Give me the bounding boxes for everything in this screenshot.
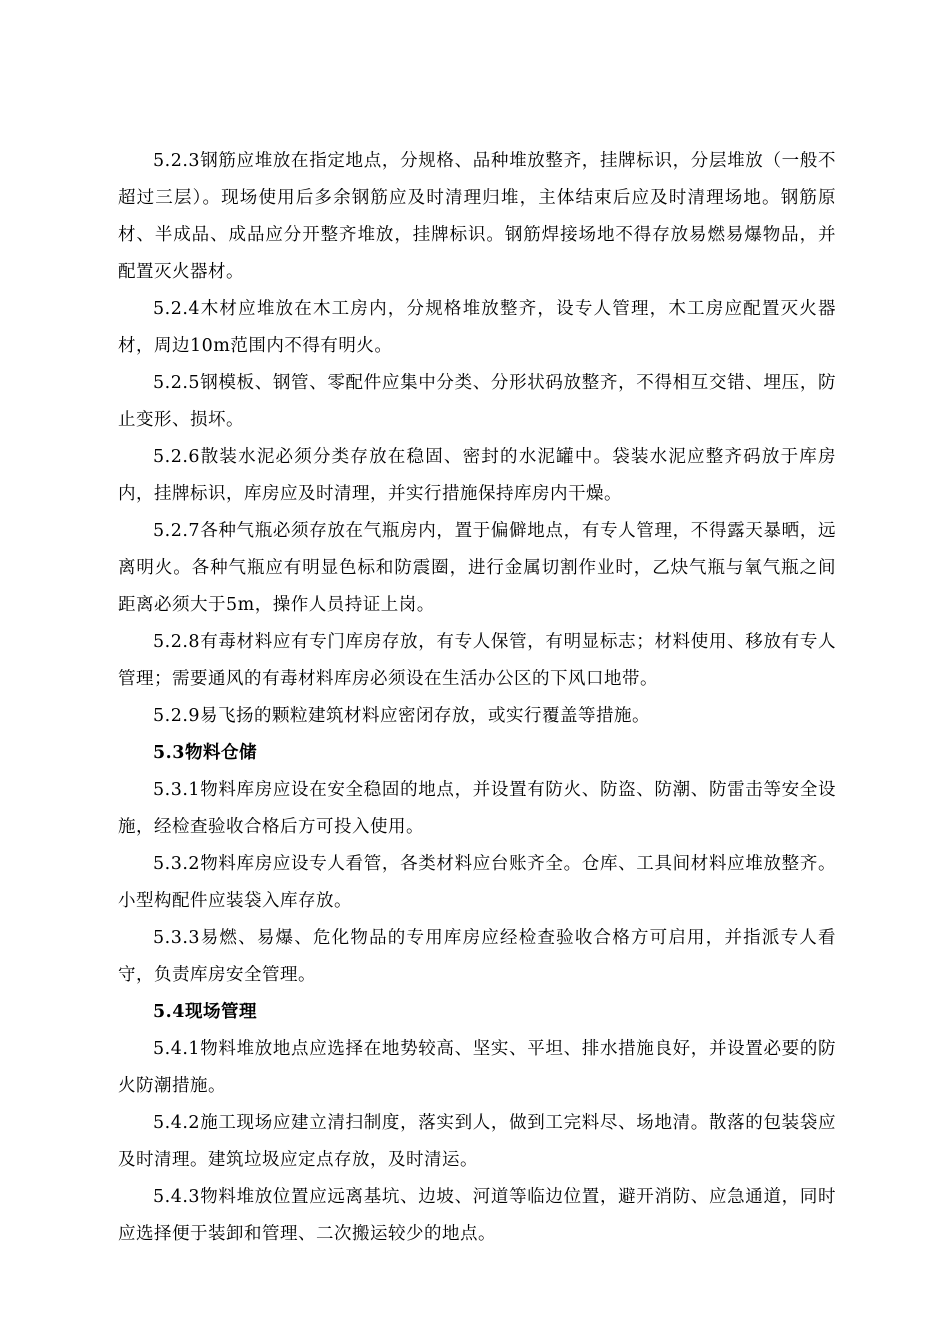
paragraph-5-4-2: 5.4.2施工现场应建立清扫制度，落实到人，做到工完料尽、场地清。散落的包装袋应及时清理。建筑垃圾应定点存放，及时清运。 xyxy=(118,1113,836,1170)
document-page xyxy=(118,143,836,1253)
paragraph-5-2-9: 5.2.9易飞扬的颗粒建筑材料应密闭存放，或实行覆盖等措施。 xyxy=(153,706,651,726)
section-heading-5-4: 5.4现场管理 xyxy=(153,1002,257,1022)
paragraph-5-2-6: 5.2.6散装水泥必须分类存放在稳固、密封的水泥罐中。袋装水泥应整齐码放于库房内，挂牌标识，库房应及时清理，并实行措施保持库房内干燥。 xyxy=(118,447,836,504)
paragraph-5-2-8: 5.2.8有毒材料应有专门库房存放，有专人保管，有明显标志；材料使用、移放有专人管理；需要通风的有毒材料库房必须设在生活办公区的下风口地带。 xyxy=(118,632,836,689)
paragraph-5-2-3: 5.2.3钢筋应堆放在指定地点，分规格、品种堆放整齐，挂牌标识，分层堆放（一般不超过三层）。现场使用后多余钢筋应及时清理归堆，主体结束后应及时清理场地。钢筋原材、半成品、成品应分开整齐堆放，挂牌标识。钢筋焊接场地不得存放易燃易爆物品，并配置灭火器材。 xyxy=(118,151,836,282)
paragraph-5-3-3: 5.3.3易燃、易爆、危化物品的专用库房应经检查验收合格方可启用，并指派专人看守，负责库房安全管理。 xyxy=(118,928,836,985)
paragraph-5-3-1: 5.3.1物料库房应设在安全稳固的地点，并设置有防火、防盗、防潮、防雷击等安全设施，经检查验收合格后方可投入使用。 xyxy=(118,780,836,837)
paragraph-5-2-5: 5.2.5钢模板、钢管、零配件应集中分类、分形状码放整齐，不得相互交错、埋压，防止变形、损坏。 xyxy=(118,373,836,430)
section-heading-5-3: 5.3物料仓储 xyxy=(153,743,257,763)
paragraph-5-4-1: 5.4.1物料堆放地点应选择在地势较高、坚实、平坦、排水措施良好，并设置必要的防火防潮措施。 xyxy=(118,1039,836,1096)
paragraph-5-3-2: 5.3.2物料库房应设专人看管，各类材料应台账齐全。仓库、工具间材料应堆放整齐。小型构配件应装袋入库存放。 xyxy=(118,854,836,911)
paragraph-5-2-4: 5.2.4木材应堆放在木工房内，分规格堆放整齐，设专人管理，木工房应配置灭火器材，周边10m范围内不得有明火。 xyxy=(118,299,836,356)
paragraph-5-2-7: 5.2.7各种气瓶必须存放在气瓶房内，置于偏僻地点，有专人管理，不得露天暴晒，远离明火。各种气瓶应有明显色标和防震圈，进行金属切割作业时，乙炔气瓶与氧气瓶之间距离必须大于5m，操作人员持证上岗。 xyxy=(118,521,836,615)
paragraph-5-4-3: 5.4.3物料堆放位置应远离基坑、边坡、河道等临边位置，避开消防、应急通道，同时应选择便于装卸和管理、二次搬运较少的地点。 xyxy=(118,1187,836,1244)
